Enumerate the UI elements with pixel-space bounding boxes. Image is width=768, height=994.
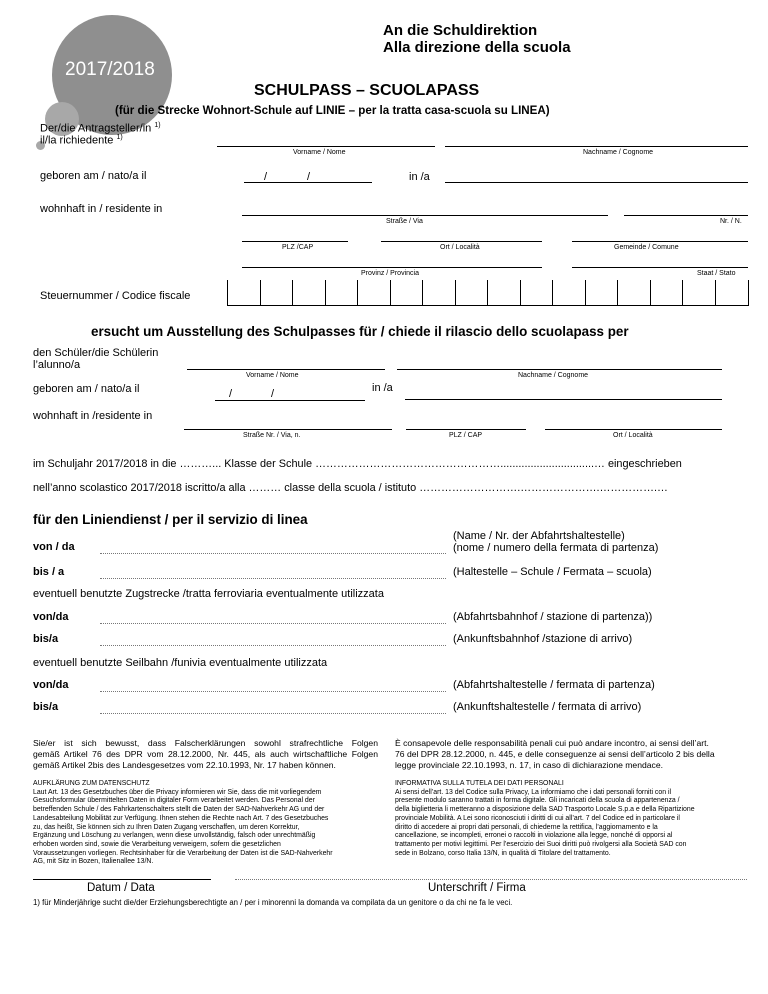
applicant-label-it: il/la richiedente $^{1)}$ — [40, 134, 123, 147]
tax-code-cell — [227, 280, 228, 305]
cable-to-field[interactable] — [100, 713, 446, 714]
tax-code-cell — [487, 280, 488, 305]
tax-code-cell — [260, 280, 261, 305]
train-to-hint: (Ankunftsbahnhof /stazione di arrivo) — [453, 633, 633, 645]
cable-heading: eventuell benutzte Seilbahn /funivia eventualmente utilizzata — [33, 657, 328, 669]
applicant-province-caption: Provinz / Provincia — [361, 270, 419, 277]
student-residence-label: wohnhaft in /residente in — [33, 410, 153, 422]
applicant-last-name-caption: Nachname / Cognome — [583, 149, 654, 156]
tax-code-cell — [455, 280, 456, 305]
applicant-residence-label: wohnhaft in / residente in — [40, 203, 163, 215]
line-to-field[interactable] — [100, 578, 446, 579]
applicant-place-caption: Ort / Località — [440, 244, 480, 251]
student-born-label: geboren am / nato/a il — [33, 383, 140, 395]
tax-code-cell — [617, 280, 618, 305]
line-from-hint-1: (Name / Nr. der Abfahrtshaltestelle) — [453, 530, 625, 542]
tax-code-cell — [357, 280, 358, 305]
cable-to-label: bis/a — [33, 701, 59, 713]
applicant-born-label: geboren am / nato/a il — [40, 170, 147, 182]
school-line-it: nell’anno scolastico 2017/2018 iscritto/a alla ……… classe della scuola / istituto ……………………….………………….…………….… — [33, 482, 668, 494]
student-label-de: den Schüler/die Schülerin — [33, 347, 159, 359]
applicant-zip-caption: PLZ /CAP — [282, 244, 314, 251]
date-field[interactable] — [33, 879, 211, 880]
address-de: An die Schuldirektion — [383, 22, 538, 39]
train-to-field[interactable] — [100, 645, 446, 646]
applicant-street-caption: Straße / Via — [386, 218, 423, 225]
line-to-hint: (Haltestelle – Schule / Fermata – scuola) — [453, 566, 652, 578]
page-subtitle: (für die Strecke Wohnort-Schule auf LINIE – per la tratta casa-scuola su LINEA) — [115, 104, 550, 117]
applicant-street-field[interactable] — [242, 215, 608, 216]
student-last-name-caption: Nachname / Cognome — [518, 372, 589, 379]
year-badge: 2017/2018 — [65, 59, 155, 80]
train-to-label: bis/a — [33, 633, 59, 645]
applicant-birthdate-field[interactable] — [244, 182, 372, 183]
signature-caption: Unterschrift / Firma — [428, 882, 526, 894]
request-heading: ersucht um Ausstellung des Schulpasses für / chiede il rilascio dello scuolapass per — [91, 324, 629, 339]
student-street-field[interactable] — [184, 429, 392, 430]
tax-code-cell — [682, 280, 683, 305]
page-title: SCHULPASS – SCUOLAPASS — [254, 82, 480, 99]
student-birthplace-label: in /a — [372, 382, 393, 394]
student-date-slash-1: / — [229, 388, 233, 400]
applicant-municipality-caption: Gemeinde / Comune — [614, 244, 679, 251]
signature-field[interactable] — [235, 879, 747, 880]
line-from-field[interactable] — [100, 553, 446, 554]
tax-code-cell — [552, 280, 553, 305]
address-it: Alla direzione della scuola — [383, 39, 571, 56]
applicant-number-caption: Nr. / N. — [720, 218, 742, 225]
student-first-name-caption: Vorname / Nome — [246, 372, 299, 379]
privacy-de: AUFKLÄRUNG ZUM DATENSCHUTZ Laut Art. 13 des Gesetzbuches über die Privacy informieren wir Sie, dass die mit vorliegendem Gesuchsformular übermittelten Daten in digitaler Form verarbeitet werden. Das Personal der betreffenden Schule / des Fahrkartenschalters stellt die Daten der SAD-Nahverkehr AG und der Landesabteilung Mobilität zur Verfügung. Ihnen stehen die Rechte nach Art. 7 des Gesetzbuches zu, das heißt, Sie können sich zu Ihren Daten Zugang verschaffen, um deren Korrektur, Ergänzung und Löschung zu verlangen, wenn diese unvollständig, falsch oder unrechtmäßig erhoben worden sind, sowie die Verarbeitung verweigern, sofern die gesetzlichen Voraussetzungen vorliegen. Rechtsinhaber für die Verarbeitung der Daten ist die SAD-Nahverkehr AG, mit Sitz in Bozen, Italienallee 13/N. — [33, 780, 333, 866]
footnote: 1) für Minderjährige sucht die/der Erziehungsberechtigte an / per i minorenni la domanda va compilata da un genitore o da chi ne fa le veci. — [33, 898, 513, 907]
applicant-municipality-field[interactable] — [572, 241, 748, 242]
applicant-birthplace-label: in /a — [409, 171, 430, 183]
applicant-label-de: Der/die Antragsteller/in $^{1)}$ — [40, 122, 161, 135]
line-from-label: von / da — [33, 541, 75, 553]
date-caption: Datum / Data — [87, 882, 155, 894]
applicant-last-name-field[interactable] — [445, 146, 748, 147]
train-from-hint: (Abfahrtsbahnhof / stazione di partenza)) — [453, 611, 653, 623]
cable-to-hint: (Ankunftshaltestelle / fermata di arrivo) — [453, 701, 642, 713]
applicant-first-name-caption: Vorname / Nome — [293, 149, 346, 156]
tax-code-cell — [422, 280, 423, 305]
applicant-date-slash-1: / — [264, 171, 268, 183]
student-label-it: l’alunno/a — [33, 359, 81, 371]
tax-code-cell — [520, 280, 521, 305]
tax-code-cell — [325, 280, 326, 305]
tax-code-label: Steuernummer / Codice fiscale — [40, 290, 191, 302]
line-service-heading: für den Liniendienst / per il servizio di linea — [33, 512, 308, 527]
student-birthplace-field[interactable] — [405, 399, 722, 400]
applicant-first-name-field[interactable] — [217, 146, 435, 147]
declaration-de: Sie/er ist sich bewusst, dass Falscherklärungen sowohl strafrechtliche Folgen gemäß Artikel 76 des DPR vom 28.12.2000, Nr. 445, als auch wirtschaftliche Folgen gemäß Artikel 2bis des Landesgesetzes vom 22.10.1993, Nr. 17 haben können. — [33, 738, 378, 770]
applicant-zip-field[interactable] — [242, 241, 348, 242]
applicant-birthplace-field[interactable] — [445, 182, 748, 183]
student-zip-field[interactable] — [406, 429, 526, 430]
student-last-name-field[interactable] — [397, 369, 722, 370]
student-first-name-field[interactable] — [187, 369, 385, 370]
student-birthdate-field[interactable] — [215, 400, 365, 401]
student-zip-caption: PLZ / CAP — [449, 432, 483, 439]
applicant-province-field[interactable] — [242, 267, 542, 268]
tax-code-cell — [390, 280, 391, 305]
tax-code-cell — [715, 280, 716, 305]
train-from-field[interactable] — [100, 623, 446, 624]
applicant-number-field[interactable] — [624, 215, 748, 216]
applicant-date-slash-2: / — [307, 171, 311, 183]
applicant-place-field[interactable] — [381, 241, 542, 242]
line-from-hint-2: (nome / numero della fermata di partenza) — [453, 542, 659, 554]
train-from-label: von/da — [33, 611, 69, 623]
student-place-caption: Ort / Località — [613, 432, 653, 439]
train-heading: eventuell benutzte Zugstrecke /tratta ferroviaria eventualmente utilizzata — [33, 588, 384, 600]
tax-code-cell — [292, 280, 293, 305]
line-to-label: bis / a — [33, 566, 65, 578]
applicant-state-field[interactable] — [572, 267, 748, 268]
applicant-state-caption: Staat / Stato — [697, 270, 736, 277]
cable-from-label: von/da — [33, 679, 69, 691]
privacy-it: INFORMATIVA SULLA TUTELA DEI DATI PERSONALI Ai sensi dell’art. 13 del Codice sulla Privacy, La informiamo che i dati personali forniti con il presente modulo saranno trattati in forma digitale. Gli incaricati della scuola di appartenenza / della biglietteria li metteranno a disposizione della SAD Trasporto Locale S.p.a e della Ripartizione provinciale Mobilità. A Lei sono riconosciuti i diritti di cui all’art. 7 del Codice ed in particolare il diritto di accedere ai propri dati personali, di chiederne la rettifica, l’aggiornamento e la cancellazione, se incompleti, erronei o raccolti in violazione alla legge, nonché di opporsi al trattamento per motivi legittimi. Per l’esercizio dei Suoi diritti può rivolgersi alla Società SAD con sede in Bolzano, corso Italia 13/N, in qualità di Titolare del trattamento. — [395, 780, 695, 857]
tax-code-cell — [585, 280, 586, 305]
student-place-field[interactable] — [545, 429, 722, 430]
cable-from-hint: (Abfahrtshaltestelle / fermata di partenza) — [453, 679, 655, 691]
cable-from-field[interactable] — [100, 691, 446, 692]
school-line-de: im Schuljahr 2017/2018 in die ………... Klasse der Schule ……………………………………………...............................… eingeschrieben — [33, 458, 682, 470]
student-street-caption: Straße Nr. / Via, n. — [243, 432, 301, 439]
tax-code-boxes[interactable] — [227, 280, 749, 306]
declaration-it: È consapevole delle responsabilità penali cui può andare incontro, ai sensi dell’art. 76 del DPR 28.12.2000, n. 445, e delle conseguenze ai sensi dell’articolo 2 bis della legge provinciale 22.10.1993, n. 17, in caso di dichiarazione mendace. — [395, 738, 715, 770]
tax-code-cell — [650, 280, 651, 305]
student-date-slash-2: / — [271, 388, 275, 400]
